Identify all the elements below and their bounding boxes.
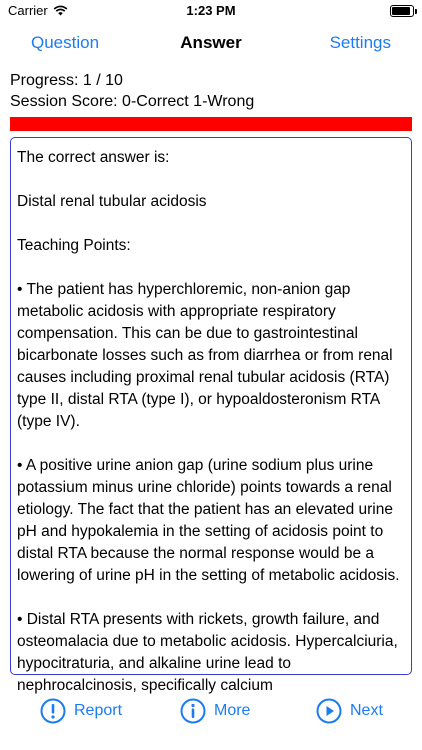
- battery-level: [392, 7, 410, 15]
- bottom-toolbar: [0, 690, 422, 732]
- page-title: Answer: [180, 33, 242, 52]
- answer-text-view[interactable]: [10, 137, 412, 694]
- report-label: Report: [74, 702, 123, 719]
- correct-answer: Distal renal tubular acidosis: [17, 193, 207, 210]
- settings-button[interactable]: Settings: [329, 33, 391, 52]
- info-circle-icon: [180, 698, 206, 724]
- progress-bar-fill: [10, 117, 412, 131]
- info-icon: [40, 698, 66, 724]
- play-circle-icon: [316, 698, 342, 724]
- teaching-point: • The patient has hyperchloremic, non-anion gap metabolic acidosis with appropriate respiratory compensation. This can be due to gastrointestinal bicarbonate losses such as from diarrhea or from renal causes including proximal renal tubular acidosis (RTA) type II, distal RTA (type I), or hypoaldosteronism RTA (type IV).: [17, 281, 393, 430]
- teaching-point: • Distal RTA presents with rickets, growth failure, and osteomalacia due to metabolic acidosis. Hypercalciuria, hypocitraturia, and alkaline urine lead to nephrocalcinosis, specifically calcium: [17, 611, 398, 694]
- question-button[interactable]: Question: [31, 33, 100, 52]
- next-label: Next: [350, 702, 383, 719]
- carrier-label: Carrier: [8, 3, 48, 18]
- answer-intro: The correct answer is:: [17, 149, 170, 166]
- status-time: 1:23 PM: [186, 3, 236, 18]
- answer-content: [11, 138, 411, 697]
- more-label: More: [214, 702, 251, 719]
- more-button[interactable]: [180, 698, 250, 724]
- report-button[interactable]: [40, 698, 122, 724]
- progress-label: Progress: 1 / 10: [10, 72, 123, 89]
- session-score: Session Score: 0-Correct 1-Wrong: [10, 93, 255, 110]
- teaching-points-heading: Teaching Points:: [17, 237, 131, 254]
- navigation-bar: [0, 22, 422, 66]
- next-button[interactable]: [316, 698, 383, 724]
- progress-bar: [10, 117, 412, 131]
- status-bar: [0, 0, 422, 22]
- battery-icon: [390, 5, 414, 17]
- teaching-point: • A positive urine anion gap (urine sodium plus urine potassium minus urine chloride) points towards a renal etiology. The fact that the patient has an elevated urine pH and hypokalemia in the setting of acidosis point to distal RTA because the normal response would be a lowering of urine pH in the setting of metabolic acidosis.: [17, 457, 400, 584]
